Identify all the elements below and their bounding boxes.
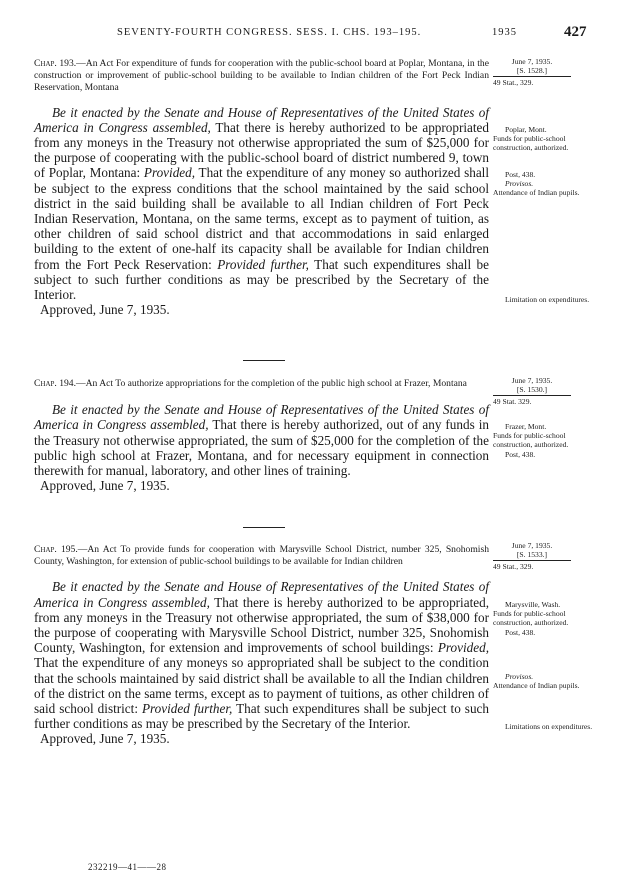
note-text: Attendance of Indian pupils. [493,681,580,691]
statute-ref: 49 Stat., 329. [493,76,571,87]
running-header: SEVENTY-FOURTH CONGRESS. SESS. I. CHS. 193–195. [117,27,422,38]
margin-notes-193 [493,57,605,88]
enacting-clause: Be it enacted by the Senate and House of Representatives of the United States of America in Congress assembled, [34,402,489,433]
body-text: That there is hereby authorized to be appropriated, from any moneys in the Treasury not otherwise appropriated, the sum of $38,000 for the purpose of cooperating with Marysville School District, number 325, Snohomish County, Washington, for extension and improvements of school buildings: [34,594,489,656]
note-ref: Post, 438. [505,170,536,179]
note-text: Limitations on expenditures. [505,722,593,731]
header-year: 1935 [492,27,517,38]
margin-note [493,422,605,459]
approval-date: June 7, 1935. [511,541,553,550]
chapter-number: Chap. 195. [34,544,78,555]
body-text: That there is hereby authorized to be appropriated from any moneys in the Treasury not otherwise appropriated the sum of $25,000 for the purpose of cooperating with the public-school board of district numbered 9, town of Poplar, Montana: [34,119,489,181]
enacting-clause: Be it enacted by the Senate and House of Representatives of the United States of America in Congress assembled, [34,579,489,610]
statute-ref: 49 Stat. 329. [493,395,571,406]
statute-ref: 49 Stat., 329. [493,560,571,571]
body-text: That the expenditure of any money so authorized shall be subject to the express conditions that the school maintained by the said school district in the said building shall be available to all Indian children of Fort Peck Indian Reservation, Montana, on the same terms, except as to payment of tuition, as other children of said school district and that accommodations in said enlarged building to the extent of one-half its capacity shall be available for Indian children from the Fort Peck Reservation: [34,165,489,272]
printer-signature: 232219—41——28 [88,862,167,872]
margin-note [493,672,605,690]
body-text: That the expenditure of any moneys so appropriated shall be subject to the condition that the schools maintained by said district shall be available to all the Indian children of the district on the same terms, except as to payment of tuitions, as other children of said school district: [34,655,489,717]
approval-date: June 7, 1935. [511,57,553,66]
chapter-title-text: —An Act For expenditure of funds for cooperation with the public-school board at Poplar, Montana, in the construction or improvement of public-school building to be available to Indian children of the Fort Peck Indian Reservation, Montana [34,58,489,94]
margin-note [493,170,605,198]
note-ref: Post, 438. [505,627,536,637]
chapter-number: Chap. 193. [34,58,77,69]
chapter-194 [34,378,489,493]
margin-notes-195 [493,541,605,572]
body-text: That such expenditures shall be subject to such further conditions as may be prescribed by the Secretary of the Interior. [34,701,489,732]
page-number: 427 [564,24,587,40]
note-text: Limitation on expenditures. [505,295,590,304]
chapter-body [34,105,489,303]
note-provisos: Provisos. [505,179,534,189]
note-provisos: Provisos. [505,672,534,681]
margin-note [493,125,605,153]
proviso: Provided, [437,640,489,656]
note-place: Marysville, Wash. [505,600,561,609]
approval-line: Approved, June 7, 1935. [40,731,170,747]
bill-number: [S. 1530.] [516,385,548,395]
chapter-193 [34,58,489,317]
enacting-clause: Be it enacted by the Senate and House of Representatives of the United States of America in Congress assembled, [34,104,489,135]
approval-line: Approved, June 7, 1935. [40,478,170,494]
chapter-195 [34,544,489,746]
margin-note [493,722,605,731]
margin-note [493,600,605,637]
bill-number: [S. 1533.] [516,550,548,560]
proviso-further: Provided further, [217,256,309,272]
chapter-title [34,58,489,95]
proviso-further: Provided further, [141,701,233,717]
approval-date: June 7, 1935. [511,376,553,385]
chapter-number: Chap. 194. [34,378,76,389]
chapter-title-text: —An Act To authorize appropriations for the completion of the public high school at Frazer, Montana [76,378,467,389]
bill-info [493,541,571,572]
margin-note [493,295,605,304]
note-ref: Post, 438. [505,449,536,459]
note-text: Funds for public-school construction, authorized. [493,134,569,153]
body-text: That there is hereby authorized, out of any funds in the Treasury not otherwise appropriated, the sum of $25,000 for the completion of the public high school at Frazer, Montana, and for necessary equipment in connection therewith for manual, laboratory, and other lines of training. [34,417,489,479]
chapter-title [34,378,489,390]
chapter-title-text: —An Act To provide funds for cooperation with Marysville School District, number 325, Snohomish County, Washington, for extension of public-school buildings to be available for Indian children [34,544,489,568]
note-text: Funds for public-school construction, authorized. [493,609,569,628]
approval-line: Approved, June 7, 1935. [40,302,170,318]
margin-notes-194 [493,376,605,407]
body-text: That such expenditures shall be subject to such further conditions as may be prescribed by the Secretary of the Interior. [34,256,489,303]
note-place: Poplar, Mont. [505,125,547,134]
proviso: Provided, [143,165,196,181]
chapter-body [34,579,489,731]
note-place: Frazer, Mont. [505,422,547,431]
chapter-title [34,544,489,568]
note-text: Funds for public-school construction, authorized. [493,431,569,450]
bill-info [493,57,571,88]
bill-info [493,376,571,407]
note-text: Attendance of Indian pupils. [493,188,580,198]
chapter-body [34,402,489,478]
section-divider [243,360,285,361]
section-divider [243,527,285,528]
bill-number: [S. 1528.] [516,66,548,76]
